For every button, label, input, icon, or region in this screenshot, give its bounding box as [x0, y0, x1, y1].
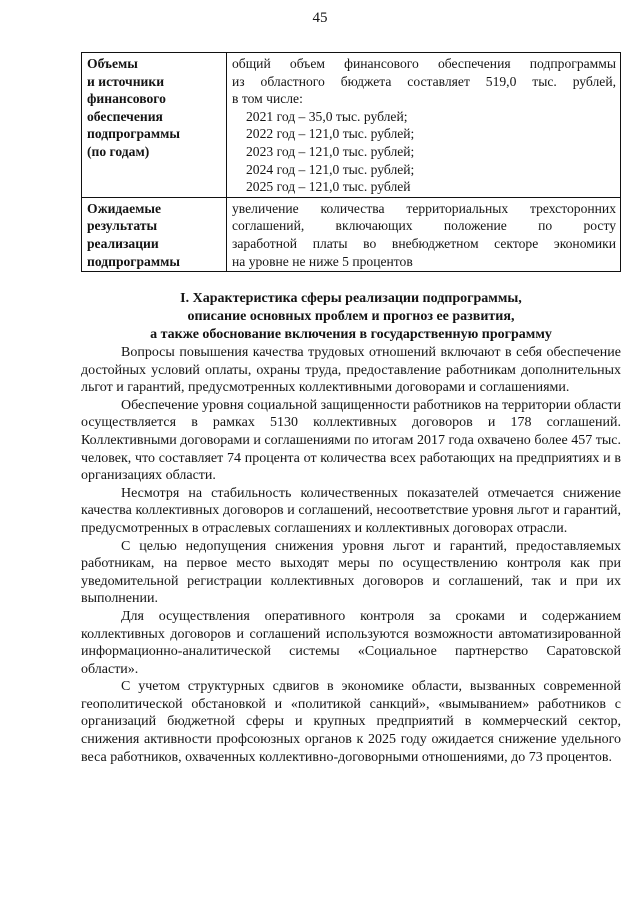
body-text: [81, 344, 621, 766]
funding-year-line: 2024 год – 121,0 тыс. рублей;: [246, 161, 415, 177]
results-label-line: реализации: [87, 235, 159, 251]
funding-label-line: обеспечения: [87, 108, 163, 124]
results-label-line: Ожидаемые: [87, 200, 162, 216]
funding-value-cell: [227, 53, 621, 198]
results-label-line: результаты: [87, 218, 158, 234]
funding-year-line: 2021 год – 35,0 тыс. рублей;: [246, 108, 408, 124]
funding-label-line: (по годам): [87, 143, 150, 159]
funding-year-line: 2022 год – 121,0 тыс. рублей;: [246, 126, 415, 142]
results-text-line: заработной платы во внебюджетном секторе экономики: [232, 235, 616, 251]
page-number: 45: [312, 10, 328, 26]
section-title-line: описание основных проблем и прогноз ее развития,: [187, 309, 515, 324]
paragraph: Обеспечение уровня социальной защищенности работников на территории области осуществляется в рамках 5130 коллективных договоров и 178 соглашений. Коллективными договорами и соглашениями по итогам 2017 года охвачено более 457 тыс. человек, что составляет 74 процента от количества всех работающих на предприятиях и в организациях области.: [81, 397, 621, 484]
funding-text-line: из областного бюджета составляет 519,0 тыс. рублей,: [232, 73, 616, 89]
funding-text-line: в том числе:: [232, 91, 303, 107]
funding-label-line: и источники: [87, 73, 165, 89]
section-title-line: I. Характеристика сферы реализации подпрограммы,: [180, 291, 522, 306]
section-title-line: а также обоснование включения в государственную программу: [150, 327, 552, 342]
funding-label-line: финансового: [87, 91, 166, 107]
subprogram-passport-table: [81, 52, 621, 272]
results-text-line: на уровне не ниже 5 процентов: [232, 253, 413, 269]
funding-label-cell: [82, 53, 227, 198]
paragraph: Вопросы повышения качества трудовых отношений включают в себя обеспечение достойных условий оплаты, охраны труда, предоставление работникам дополнительных льгот и гарантий, предусмотренных коллективными договорами и соглашениями.: [81, 345, 621, 396]
results-label-cell: [82, 197, 227, 271]
paragraph: Для осуществления оперативного контроля за сроками и содержанием коллективных договоров и соглашений используются возможности автоматизированной информационно-аналитической системы «Социальное партнерство Саратовской области».: [81, 608, 621, 677]
table-row: [82, 197, 621, 271]
table-row: [82, 53, 621, 198]
results-text-line: увеличение количества территориальных трехсторонних: [232, 200, 616, 216]
funding-label-line: Объемы: [87, 56, 138, 71]
paragraph: С учетом структурных сдвигов в экономике области, вызванных современной геополитической обстановкой и «политикой санкций», «вымыванием» работников с организаций бюджетной сферы и крупных предприятий в коммерческий сектор, снижения активности профсоюзных органов к 2025 году ожидается снижение удельного веса работников, охваченных коллективно-договорными отношениями, до 73 процентов.: [81, 679, 621, 765]
funding-year-line: 2023 год – 121,0 тыс. рублей;: [246, 143, 415, 159]
paragraph: С целью недопущения снижения уровня льгот и гарантий, предоставляемых работникам, на первое место выходят меры по осуществлению контроля как при уведомительной регистрации коллективных договоров и соглашений, так и при их выполнении.: [81, 538, 621, 607]
funding-year-line: 2025 год – 121,0 тыс. рублей: [246, 179, 411, 195]
section-title: [81, 290, 621, 344]
results-text-line: соглашений, включающих положение по росту: [232, 218, 616, 234]
funding-label-line: подпрограммы: [87, 126, 180, 142]
results-label-line: подпрограммы: [87, 253, 180, 269]
funding-text-line: общий объем финансового обеспечения подпрограммы: [232, 56, 616, 71]
paragraph: Несмотря на стабильность количественных показателей отмечается снижение качества коллективных договоров и соглашений, несоответствие уровня льгот и гарантий, предусмотренных в отраслевых соглашениях и коллективных договорах отрасли.: [81, 485, 621, 536]
results-value-cell: [227, 197, 621, 271]
